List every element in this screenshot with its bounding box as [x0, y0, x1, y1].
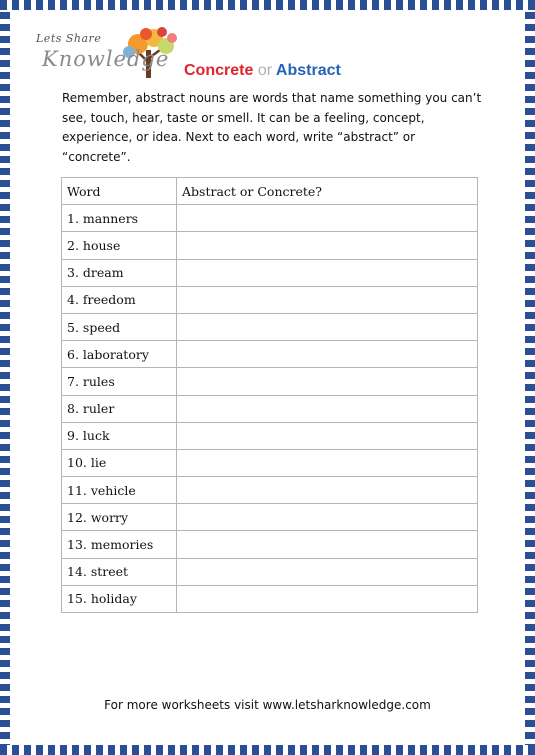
word-cell: 7. rules: [62, 368, 177, 395]
word-cell: 5. speed: [62, 313, 177, 340]
title-abstract: Abstract: [275, 62, 341, 79]
answer-cell[interactable]: [177, 368, 478, 395]
logo-text-top: Lets Share: [36, 32, 102, 45]
answer-cell[interactable]: [177, 313, 478, 340]
answer-cell[interactable]: [177, 531, 478, 558]
table-row: [62, 585, 478, 612]
table-row: [62, 395, 478, 422]
header-word: Word: [62, 178, 177, 205]
word-cell: 15. holiday: [62, 585, 177, 612]
answer-cell[interactable]: [177, 504, 478, 531]
answer-cell[interactable]: [177, 341, 478, 368]
word-cell: 12. worry: [62, 504, 177, 531]
answer-cell[interactable]: [177, 205, 478, 232]
table-row: [62, 232, 478, 259]
table-row: [62, 205, 478, 232]
word-cell: 13. memories: [62, 531, 177, 558]
page-title: [184, 62, 341, 80]
table-row: [62, 531, 478, 558]
header-answer: Abstract or Concrete?: [177, 178, 478, 205]
logo-text-main: Knowledge: [42, 47, 170, 71]
table-row: [62, 449, 478, 476]
word-cell: 2. house: [62, 232, 177, 259]
word-cell: 14. street: [62, 558, 177, 585]
word-cell: 4. freedom: [62, 286, 177, 313]
table-row: [62, 422, 478, 449]
table-row: [62, 341, 478, 368]
table-header-row: [62, 178, 478, 205]
title-or: or: [257, 62, 273, 79]
table-row: [62, 313, 478, 340]
footer-text: For more worksheets visit www.letsharknowledge.com: [104, 698, 431, 712]
answer-cell[interactable]: [177, 558, 478, 585]
word-cell: 9. luck: [62, 422, 177, 449]
answer-cell[interactable]: [177, 259, 478, 286]
word-cell: 1. manners: [62, 205, 177, 232]
answer-cell[interactable]: [177, 449, 478, 476]
word-cell: 8. ruler: [62, 395, 177, 422]
table-row: [62, 558, 478, 585]
answer-cell[interactable]: [177, 585, 478, 612]
title-concrete: Concrete: [184, 62, 254, 79]
site-logo: [34, 22, 184, 82]
answer-cell[interactable]: [177, 477, 478, 504]
table-row: [62, 477, 478, 504]
word-cell: 11. vehicle: [62, 477, 177, 504]
table-row: [62, 259, 478, 286]
answer-cell[interactable]: [177, 232, 478, 259]
word-cell: 3. dream: [62, 259, 177, 286]
word-cell: 10. lie: [62, 449, 177, 476]
table-row: [62, 504, 478, 531]
answer-cell[interactable]: [177, 422, 478, 449]
table-row: [62, 368, 478, 395]
table-row: [62, 286, 478, 313]
word-cell: 6. laboratory: [62, 341, 177, 368]
answer-cell[interactable]: [177, 395, 478, 422]
answer-cell[interactable]: [177, 286, 478, 313]
worksheet-table: [61, 177, 478, 613]
instructions-text: Remember, abstract nouns are words that name something you can’t see, touch, hear, taste or smell. It can be a feeling, concept, experience, or idea. Next to each word, write “abstract” or “concrete”.: [62, 91, 482, 164]
